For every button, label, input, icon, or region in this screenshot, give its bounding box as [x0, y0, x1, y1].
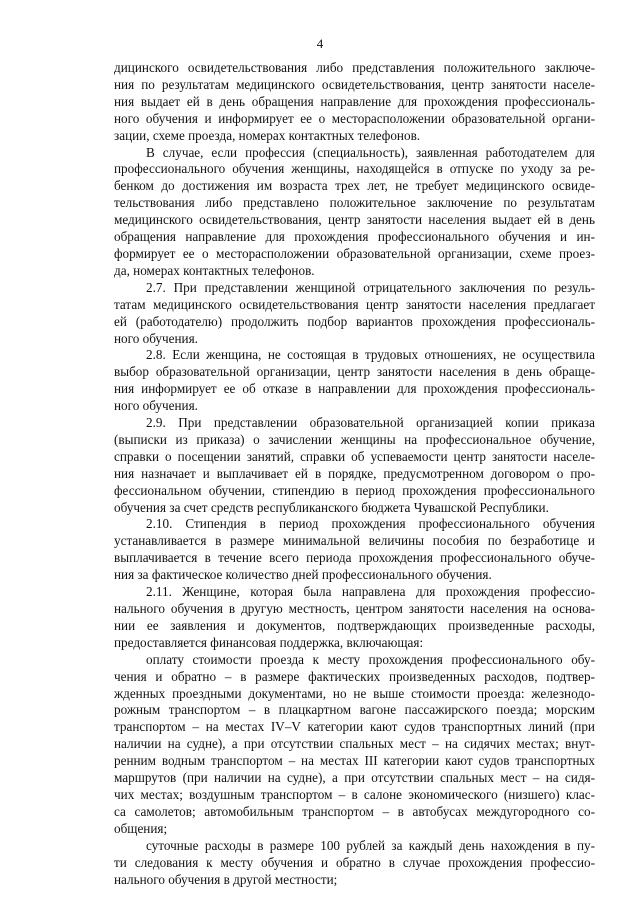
text-line: чих местах; воздушным транспортом – в салоне экономического (низшего) клас-	[114, 786, 595, 802]
text-line: обращения направление для прохождения профессионального обучения и ин-	[114, 229, 595, 245]
page-number: 4	[316, 36, 324, 51]
text-line: ния информирует ее об отказе в направлении для прохождения профессиональ-	[114, 381, 595, 397]
text-line: 2.7. При представлении женщиной отрицательного заключения по резуль-	[146, 279, 595, 295]
text-line: нии ее заявления и документов, подтверждающих произведенные расходы,	[114, 617, 595, 633]
text-line: выплачивается в течение всего периода прохождения профессионального обуче-	[114, 550, 595, 566]
text-line: са самолетов; автомобильным транспортом – в автобусах междугородного со-	[114, 803, 595, 819]
text-line: наличии на судне), а при отсутствии спальных мест – на сидячих местах; внут-	[114, 736, 595, 752]
text-line: тельствования либо представлено положительное заключение по результатам	[114, 195, 595, 211]
text-line: бенком до достижения им возраста трех лет, не требует медицинского освиде-	[114, 178, 595, 194]
text-line: рожным транспортом – в плацкартном вагоне пассажирского поезда; морским	[114, 702, 595, 718]
text-line: формирует ее о месторасположении образовательной организации, схеме проез-	[114, 245, 595, 261]
text-line: транспортом – на местах IV–V категории кают судов транспортных линий (при	[114, 719, 595, 735]
text-line: оплату стоимости проезда к месту прохождения профессионального обу-	[146, 651, 595, 667]
text-line: дицинского освидетельствования либо представления положительного заключе-	[114, 60, 595, 75]
text-line: 2.8. Если женщина, не состоящая в трудовых отношениях, не осуществила	[146, 347, 595, 363]
text-line: ния по результатам медицинского освидетельствования, центр занятости населе-	[114, 76, 595, 92]
text-line: медицинского освидетельствования, центр занятости населения выдает ей в день	[114, 212, 595, 228]
text-line: профессионального обучения женщины, находящейся в отпуске по уходу за ре-	[114, 161, 595, 177]
text-line: ей (работодателю) продолжить подбор вариантов прохождения профессиональ-	[114, 313, 595, 329]
text-line: ния назначает и выплачивает ей в порядке, предусмотренном договором о про-	[114, 465, 595, 481]
text-line: выбор образовательной организации, центр занятости населения в день обраще-	[114, 364, 595, 380]
text-line: да, номерах контактных телефонов.	[114, 262, 315, 278]
text-line: зации, схеме проезда, номерах контактных телефонов.	[114, 127, 421, 143]
text-line: 2.10. Стипендия в период прохождения профессионального обучения	[146, 516, 595, 532]
text-line: ния за фактическое количество дней профессионального обучения.	[114, 567, 492, 583]
text-line: ренним водным транспортом – на местах III категории кают судов транспортных	[114, 753, 595, 769]
document-body	[114, 60, 595, 888]
text-line: устанавливается в размере минимальной величины пособия по безработице и	[114, 533, 595, 549]
text-line: фессиональном обучении, стипендию в период прохождения профессионального	[114, 482, 595, 498]
text-line: ного обучения и информирует ее о месторасположении образовательной органи-	[114, 110, 595, 126]
text-line: (выписки из приказа) о зачислении женщины на профессиональное обучение,	[114, 431, 595, 447]
text-line: ти следования к месту обучения и обратно в случае прохождения профессио-	[114, 854, 595, 870]
text-line: справки о посещении занятий, справки об успеваемости центр занятости населе-	[114, 448, 595, 464]
text-line: общения;	[114, 820, 168, 836]
text-line: жденных проездными документами, но не выше стоимости проезда: железнодо-	[114, 685, 595, 701]
text-line: чения и обратно – в размере фактических произведенных расходов, подтвер-	[114, 668, 595, 684]
text-line: предоставляется финансовая поддержка, включающая:	[114, 634, 424, 650]
text-line: ного обучения.	[114, 330, 198, 346]
text-line: татам медицинского освидетельствования центр занятости населения предлагает	[114, 296, 595, 312]
text-line: ного обучения.	[114, 398, 198, 414]
text-line: маршрутов (при наличии на судне), а при отсутствии спальных мест – на сидя-	[114, 770, 595, 786]
text-line: обучения за счет средств республиканского бюджета Чувашской Республики.	[114, 499, 549, 515]
text-line: 2.9. При представлении образовательной организацией копии приказа	[146, 415, 595, 431]
text-line: нального обучения в другой местности;	[114, 871, 338, 887]
text-line: ния выдает ей в день обращения направление для прохождения профессиональ-	[114, 93, 595, 109]
text-line: 2.11. Женщине, которая была направлена для прохождения профессио-	[146, 584, 595, 600]
text-line: суточные расходы в размере 100 рублей за каждый день нахождения в пу-	[146, 837, 595, 853]
text-line: В случае, если профессия (специальность), заявленная работодателем для	[146, 144, 595, 160]
text-line: нального обучения в другую местность, центром занятости населения на основа-	[114, 601, 595, 616]
